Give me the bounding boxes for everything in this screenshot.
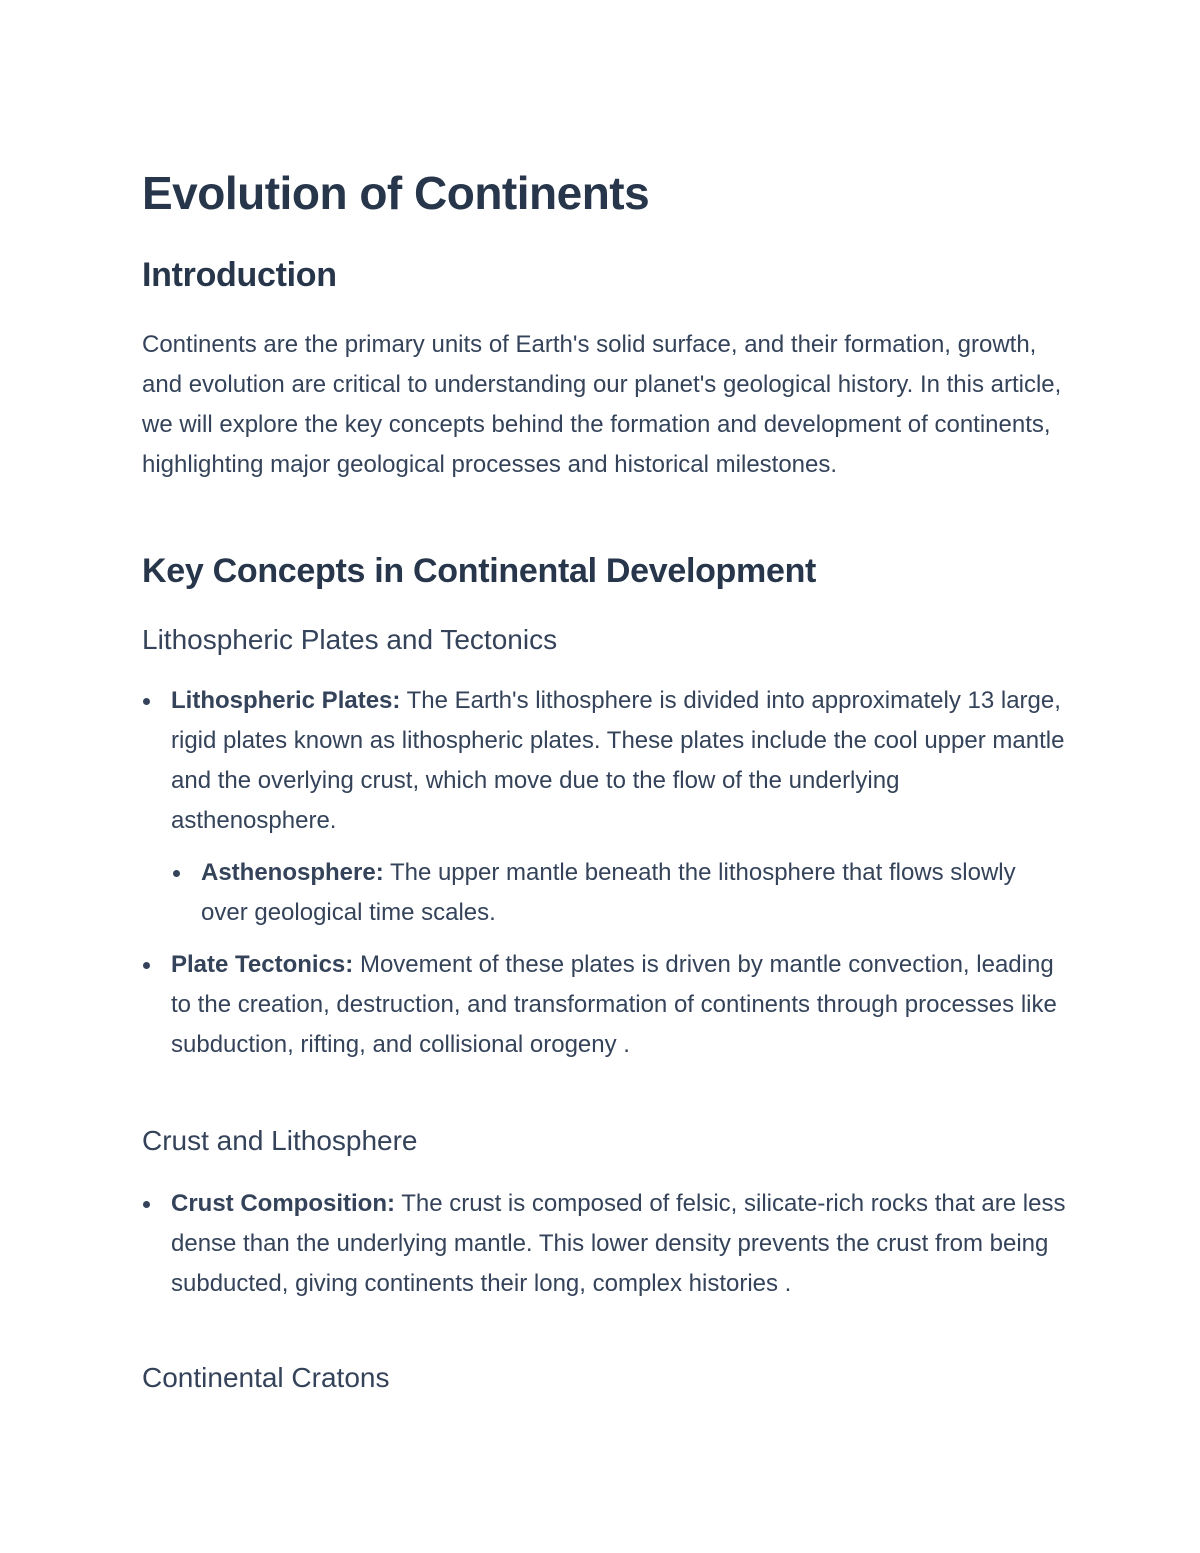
bullet-text: Movement of these plates is driven by mantle convection, leading to the creation, destruction, and transformation of continents through processes like subduction, rifting, and collisional orogeny . xyxy=(171,951,1057,1058)
list-item-asthenosphere xyxy=(172,853,1067,933)
introduction-paragraph: Continents are the primary units of Earth's solid surface, and their formation, growth, and evolution are critical to understanding our planet's geological history. In this article, we will explore the key concepts behind the formation and development of continents, highlighting major geological processes and historical milestones. xyxy=(142,331,1062,478)
plates-tectonics-heading: Lithospheric Plates and Tectonics xyxy=(142,624,558,655)
bullet-term: Plate Tectonics: xyxy=(171,951,354,978)
bullet-term: Lithospheric Plates: xyxy=(171,687,401,714)
crust-bullet-list xyxy=(142,1184,1067,1316)
list-item-crust-composition xyxy=(142,1184,1067,1304)
bullet-term: Crust Composition: xyxy=(171,1190,395,1217)
crust-lithosphere-heading: Crust and Lithosphere xyxy=(142,1125,418,1156)
bullet-text: The Earth's lithosphere is divided into approximately 13 large, rigid plates known as lithospheric plates. These plates include the cool upper mantle and the overlying crust, which move due to the flow of the underlying asthenosphere. xyxy=(171,687,1065,834)
bullet-text: The crust is composed of felsic, silicate-rich rocks that are less dense than the underlying mantle. This lower density prevents the crust from being subducted, giving continents their long, complex histories . xyxy=(171,1190,1066,1297)
document-title: Evolution of Continents xyxy=(142,167,650,219)
continental-cratons-heading: Continental Cratons xyxy=(142,1362,390,1393)
key-concepts-heading: Key Concepts in Continental Development xyxy=(142,552,817,590)
introduction-heading: Introduction xyxy=(142,256,337,294)
list-item-lithospheric-plates xyxy=(142,681,1067,841)
bullet-text: The upper mantle beneath the lithosphere that flows slowly over geological time scales. xyxy=(201,859,1016,926)
list-item-plate-tectonics xyxy=(142,945,1067,1065)
bullet-term: Asthenosphere: xyxy=(201,859,384,886)
plates-bullet-list xyxy=(142,681,1067,1077)
